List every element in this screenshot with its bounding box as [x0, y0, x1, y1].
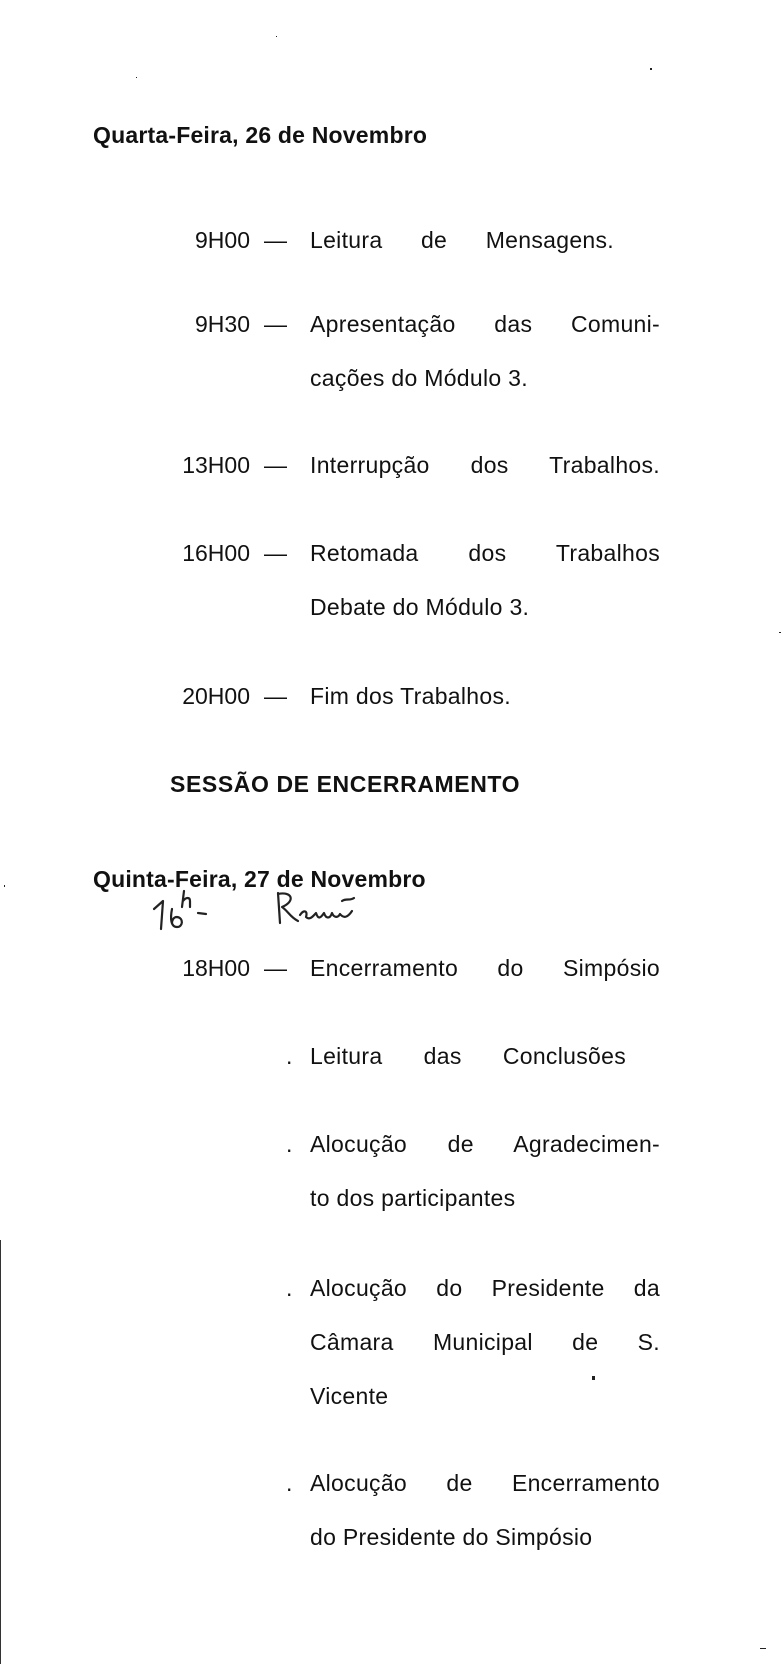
item-bullet: .: [286, 1043, 293, 1069]
entry-text: Interrupção dos Trabalhos.: [310, 452, 660, 478]
scan-speck: [779, 632, 781, 633]
session-title: SESSÃO DE ENCERRAMENTO: [170, 771, 521, 797]
item-text-continued: do Presidente do Simpósio: [310, 1524, 593, 1550]
item-text-continued: Câmara Municipal de S.: [310, 1329, 660, 1355]
item-bullet: .: [286, 1131, 293, 1157]
entry-text: Leitura de Mensagens.: [310, 227, 614, 253]
scan-speck: [592, 1376, 595, 1380]
entry-text: Apresentação das Comuni-: [310, 311, 660, 337]
day-heading-thursday: Quinta-Feira, 27 de Novembro: [93, 866, 426, 892]
scan-speck: [276, 36, 277, 37]
entry-dash: —: [264, 311, 287, 337]
entry-dash: —: [264, 955, 287, 981]
item-text: Alocução de Encerramento: [310, 1470, 660, 1496]
item-text: Leitura das Conclusões: [310, 1043, 626, 1069]
entry-text-continued: Debate do Módulo 3.: [310, 594, 530, 620]
entry-time: 16H00: [182, 540, 250, 566]
entry-text: Fim dos Trabalhos.: [310, 683, 511, 709]
handwritten-note: [150, 885, 410, 937]
entry-text: Retomada dos Trabalhos: [310, 540, 660, 566]
item-text: Alocução do Presidente da: [310, 1275, 660, 1301]
entry-dash: —: [264, 683, 287, 709]
entry-dash: —: [264, 227, 287, 253]
entry-time: 9H00: [195, 227, 250, 253]
entry-time: 20H00: [182, 683, 250, 709]
entry-time: 13H00: [182, 452, 250, 478]
entry-text-continued: cações do Módulo 3.: [310, 365, 528, 391]
entry-dash: —: [264, 452, 287, 478]
scan-speck: [4, 885, 5, 887]
scan-speck: [760, 1648, 766, 1649]
scan-speck: [650, 68, 652, 70]
entry-time: 9H30: [195, 311, 250, 337]
day-heading-wednesday: Quarta-Feira, 26 de Novembro: [93, 122, 428, 148]
entry-dash: —: [264, 540, 287, 566]
scan-speck: [136, 77, 137, 78]
item-text-continued: to dos participantes: [310, 1185, 516, 1211]
scan-edge-line: [0, 1240, 1, 1664]
item-bullet: .: [286, 1470, 293, 1496]
item-text: Alocução de Agradecimen-: [310, 1131, 660, 1157]
item-text-continued: Vicente: [310, 1383, 389, 1409]
item-bullet: .: [286, 1275, 293, 1301]
entry-text: Encerramento do Simpósio: [310, 955, 660, 981]
entry-time: 18H00: [182, 955, 250, 981]
